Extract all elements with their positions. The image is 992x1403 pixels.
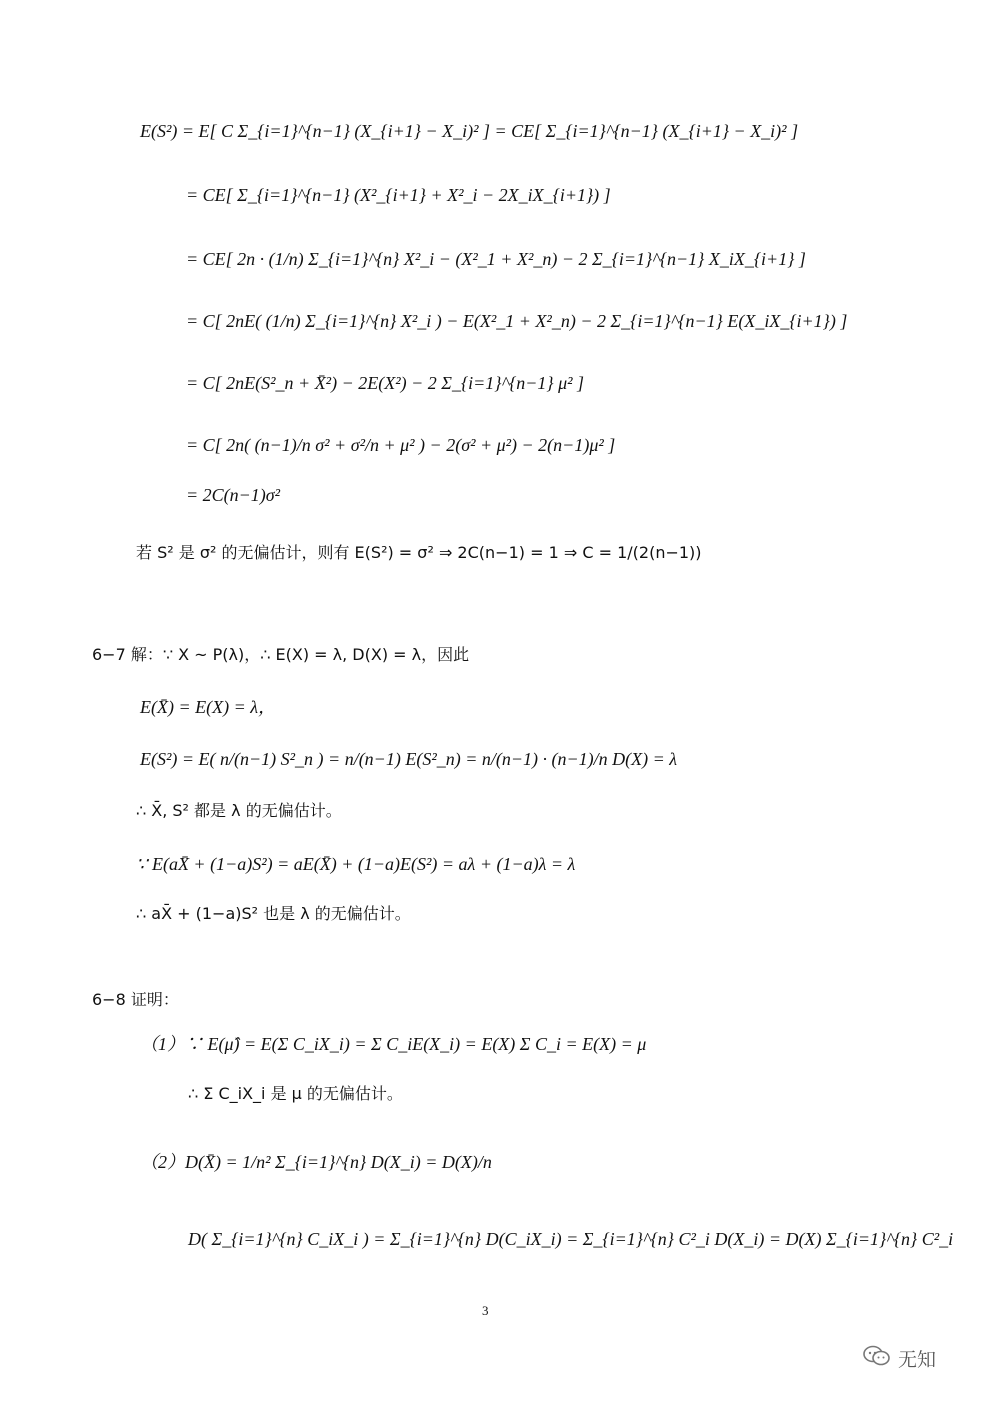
equation-line: E(X̄) = E(X) = λ， [140, 697, 277, 717]
wechat-icon [862, 1344, 892, 1373]
statement-line: ∴ aX̄ + (1−a)S² 也是 λ 的无偏估计。 [136, 904, 411, 923]
equation-line: = C[ 2nE( (1/n) Σ_{i=1}^{n} X²_i ) − E(X²_1 + X²_n) − 2 Σ_{i=1}^{n−1} E(X_iX_{i+1}) ] [186, 311, 848, 331]
equation-line: E(S²) = E[ C Σ_{i=1}^{n−1} (X_{i+1} − X_i)² ] = CE[ Σ_{i=1}^{n−1} (X_{i+1} − X_i)² ] [140, 121, 799, 141]
section-heading: 6−8 证明： [92, 990, 179, 1009]
statement-line: ∴ Σ C_iX_i 是 μ 的无偏估计。 [188, 1084, 403, 1103]
equation-line: = 2C(n−1)σ² [186, 485, 281, 505]
conclusion-text: 若 S² 是 σ² 的无偏估计，则有 E(S²) = σ² ⇒ 2C(n−1) = 1 ⇒ C = 1/(2(n−1)) [136, 543, 702, 562]
equation-line: = C[ 2nE(S²_n + X̄²) − 2E(X²) − 2 Σ_{i=1}^{n−1} μ² ] [186, 373, 585, 393]
page-number: 3 [482, 1303, 489, 1318]
equation-line: ∵ E(aX̄ + (1−a)S²) = aE(X̄) + (1−a)E(S²) = aλ + (1−a)λ = λ [136, 854, 576, 874]
equation-line: E(S²) = E( n/(n−1) S²_n ) = n/(n−1) E(S²_n) = n/(n−1) · (n−1)/n D(X) = λ [140, 749, 678, 769]
statement-line: ∴ X̄, S² 都是 λ 的无偏估计。 [136, 801, 342, 820]
equation-line: = CE[ 2n · (1/n) Σ_{i=1}^{n} X²_i − (X²_1 + X²_n) − 2 Σ_{i=1}^{n−1} X_iX_{i+1} ] [186, 249, 806, 269]
watermark-text: 无知 [898, 1349, 937, 1371]
equation-line: （1）∵ E(μ̂) = E(Σ C_iX_i) = Σ C_iE(X_i) = E(X) Σ C_i = E(X) = μ [140, 1034, 647, 1054]
section-heading: 6−7 解：∵ X ~ P(λ)，∴ E(X) = λ, D(X) = λ，因此 [92, 645, 470, 664]
equation-line: D( Σ_{i=1}^{n} C_iX_i ) = Σ_{i=1}^{n} D(C_iX_i) = Σ_{i=1}^{n} C²_i D(X_i) = D(X) Σ_{i=1}^{n} C²_i [188, 1229, 954, 1249]
equation-line: = C[ 2n( (n−1)/n σ² + σ²/n + μ² ) − 2(σ² + μ²) − 2(n−1)μ² ] [186, 435, 616, 455]
watermark [862, 1344, 936, 1373]
equation-line: = CE[ Σ_{i=1}^{n−1} (X²_{i+1} + X²_i − 2X_iX_{i+1}) ] [186, 185, 611, 205]
equation-line: （2）D(X̄) = 1/n² Σ_{i=1}^{n} D(X_i) = D(X)/n [140, 1152, 492, 1172]
